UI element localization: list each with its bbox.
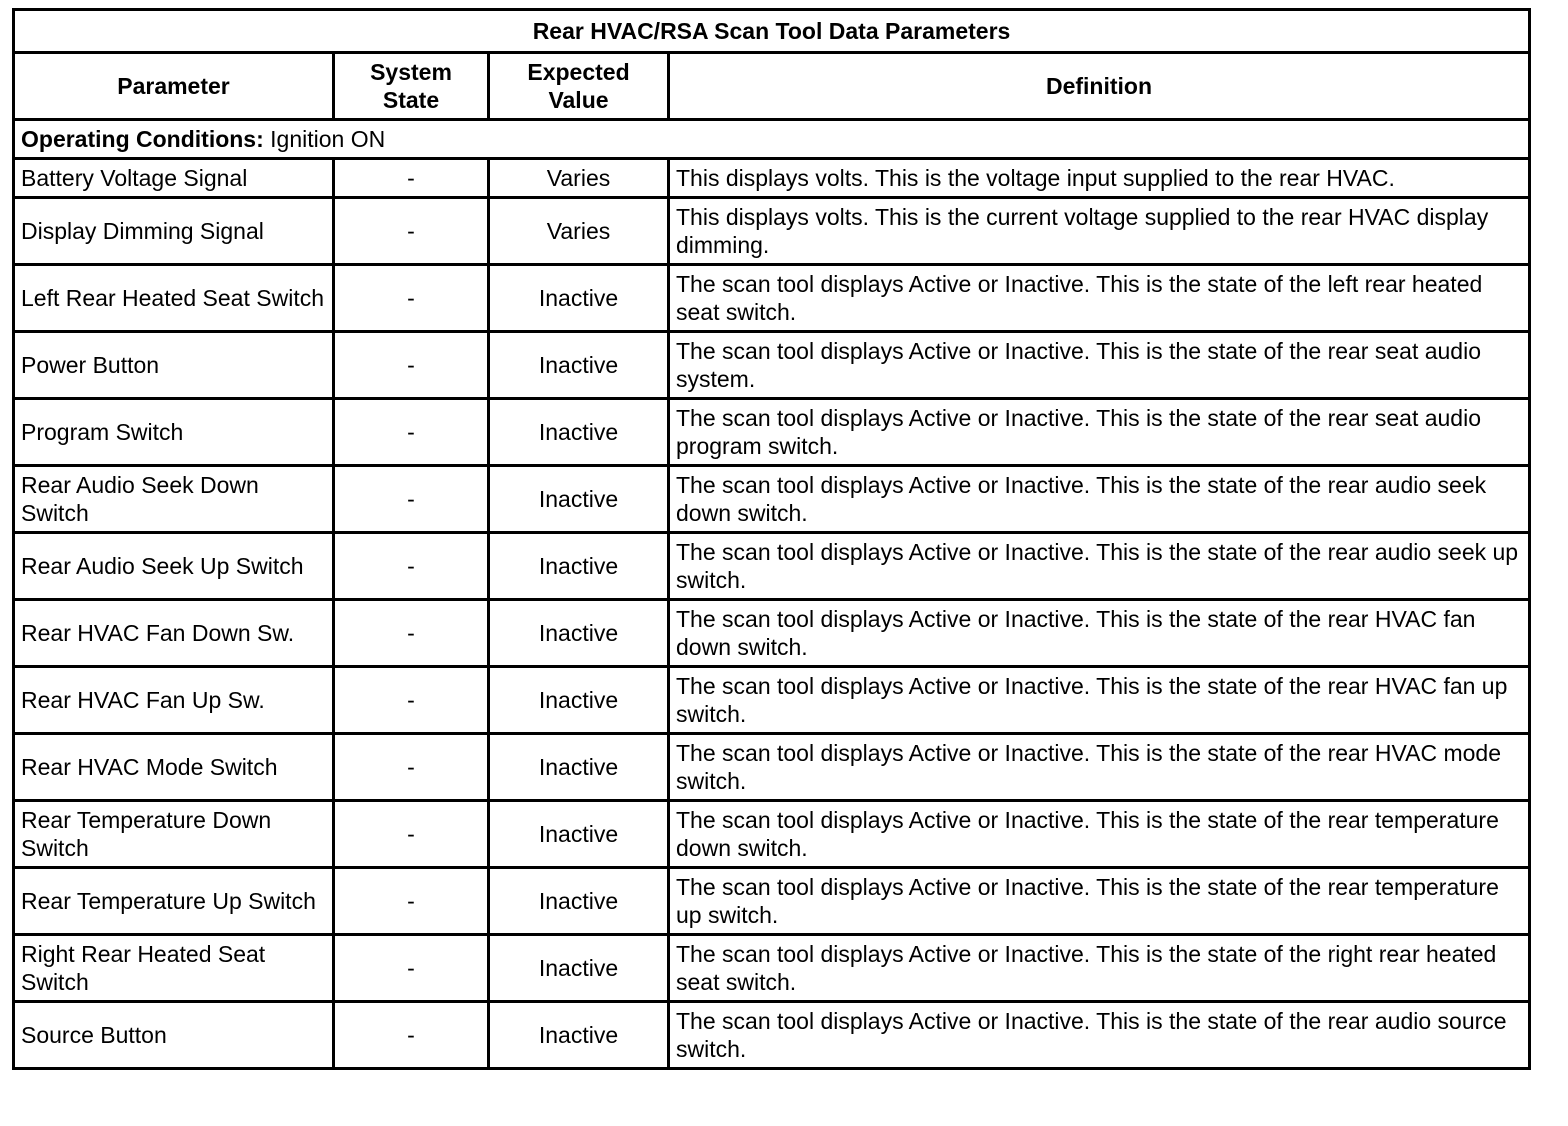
system-state-cell: - [334, 265, 489, 332]
parameter-cell: Battery Voltage Signal [14, 159, 334, 198]
expected-value-cell: Inactive [489, 1002, 669, 1069]
definition-cell: The scan tool displays Active or Inactive. This is the state of the rear audio source switch. [669, 1002, 1530, 1069]
system-state-cell: - [334, 332, 489, 399]
definition-cell: The scan tool displays Active or Inactive. This is the state of the right rear heated seat switch. [669, 935, 1530, 1002]
system-state-cell: - [334, 935, 489, 1002]
expected-value-cell: Inactive [489, 399, 669, 466]
parameter-cell: Program Switch [14, 399, 334, 466]
operating-conditions [14, 120, 1530, 159]
parameter-cell: Rear Temperature Up Switch [14, 868, 334, 935]
parameter-cell: Rear HVAC Fan Up Sw. [14, 667, 334, 734]
operating-conditions-value: Ignition ON [263, 126, 386, 152]
parameter-cell: Power Button [14, 332, 334, 399]
header-definition: Definition [669, 53, 1530, 120]
system-state-cell: - [334, 466, 489, 533]
expected-value-cell: Varies [489, 159, 669, 198]
table-row [14, 399, 1530, 466]
system-state-cell: - [334, 868, 489, 935]
definition-cell: The scan tool displays Active or Inactive. This is the state of the rear audio seek down switch. [669, 466, 1530, 533]
expected-value-cell: Inactive [489, 533, 669, 600]
definition-cell: The scan tool displays Active or Inactive. This is the state of the left rear heated seat switch. [669, 265, 1530, 332]
parameter-cell: Rear HVAC Mode Switch [14, 734, 334, 801]
header-parameter: Parameter [14, 53, 334, 120]
definition-cell: The scan tool displays Active or Inactive. This is the state of the rear seat audio system. [669, 332, 1530, 399]
table-title-row [14, 10, 1530, 53]
definition-cell: The scan tool displays Active or Inactive. This is the state of the rear audio seek up switch. [669, 533, 1530, 600]
table-row [14, 734, 1530, 801]
expected-value-cell: Inactive [489, 667, 669, 734]
table-row [14, 159, 1530, 198]
definition-cell: The scan tool displays Active or Inactive. This is the state of the rear seat audio program switch. [669, 399, 1530, 466]
system-state-cell: - [334, 533, 489, 600]
column-header-row [14, 53, 1530, 120]
system-state-cell: - [334, 600, 489, 667]
table-title: Rear HVAC/RSA Scan Tool Data Parameters [14, 10, 1530, 53]
table-row [14, 533, 1530, 600]
operating-conditions-label: Operating Conditions: [21, 126, 264, 152]
system-state-cell: - [334, 399, 489, 466]
operating-conditions-row [14, 120, 1530, 159]
system-state-cell: - [334, 159, 489, 198]
table-row [14, 466, 1530, 533]
expected-value-cell: Inactive [489, 332, 669, 399]
expected-value-cell: Inactive [489, 265, 669, 332]
system-state-cell: - [334, 667, 489, 734]
parameter-cell: Source Button [14, 1002, 334, 1069]
table-row [14, 801, 1530, 868]
parameter-cell: Left Rear Heated Seat Switch [14, 265, 334, 332]
table-row [14, 1002, 1530, 1069]
table-row [14, 868, 1530, 935]
table-row [14, 667, 1530, 734]
table-row [14, 332, 1530, 399]
table-row [14, 935, 1530, 1002]
parameter-cell: Rear Temperature Down Switch [14, 801, 334, 868]
scan-tool-data-table [12, 8, 1531, 1070]
expected-value-cell: Inactive [489, 600, 669, 667]
definition-cell: The scan tool displays Active or Inactive. This is the state of the rear HVAC fan up switch. [669, 667, 1530, 734]
parameter-cell: Rear Audio Seek Down Switch [14, 466, 334, 533]
header-system-state: System State [334, 53, 489, 120]
expected-value-cell: Inactive [489, 868, 669, 935]
expected-value-cell: Inactive [489, 734, 669, 801]
table-row [14, 198, 1530, 265]
table-row [14, 600, 1530, 667]
header-expected-value: Expected Value [489, 53, 669, 120]
definition-cell: The scan tool displays Active or Inactive. This is the state of the rear temperature down switch. [669, 801, 1530, 868]
expected-value-cell: Inactive [489, 466, 669, 533]
system-state-cell: - [334, 198, 489, 265]
definition-cell: The scan tool displays Active or Inactive. This is the state of the rear HVAC mode switch. [669, 734, 1530, 801]
definition-cell: The scan tool displays Active or Inactive. This is the state of the rear HVAC fan down switch. [669, 600, 1530, 667]
expected-value-cell: Inactive [489, 801, 669, 868]
system-state-cell: - [334, 1002, 489, 1069]
definition-cell: This displays volts. This is the current voltage supplied to the rear HVAC display dimming. [669, 198, 1530, 265]
system-state-cell: - [334, 801, 489, 868]
expected-value-cell: Varies [489, 198, 669, 265]
table-row [14, 265, 1530, 332]
parameter-cell: Rear Audio Seek Up Switch [14, 533, 334, 600]
parameter-cell: Right Rear Heated Seat Switch [14, 935, 334, 1002]
system-state-cell: - [334, 734, 489, 801]
parameter-cell: Rear HVAC Fan Down Sw. [14, 600, 334, 667]
definition-cell: The scan tool displays Active or Inactive. This is the state of the rear temperature up switch. [669, 868, 1530, 935]
definition-cell: This displays volts. This is the voltage input supplied to the rear HVAC. [669, 159, 1530, 198]
parameter-cell: Display Dimming Signal [14, 198, 334, 265]
expected-value-cell: Inactive [489, 935, 669, 1002]
